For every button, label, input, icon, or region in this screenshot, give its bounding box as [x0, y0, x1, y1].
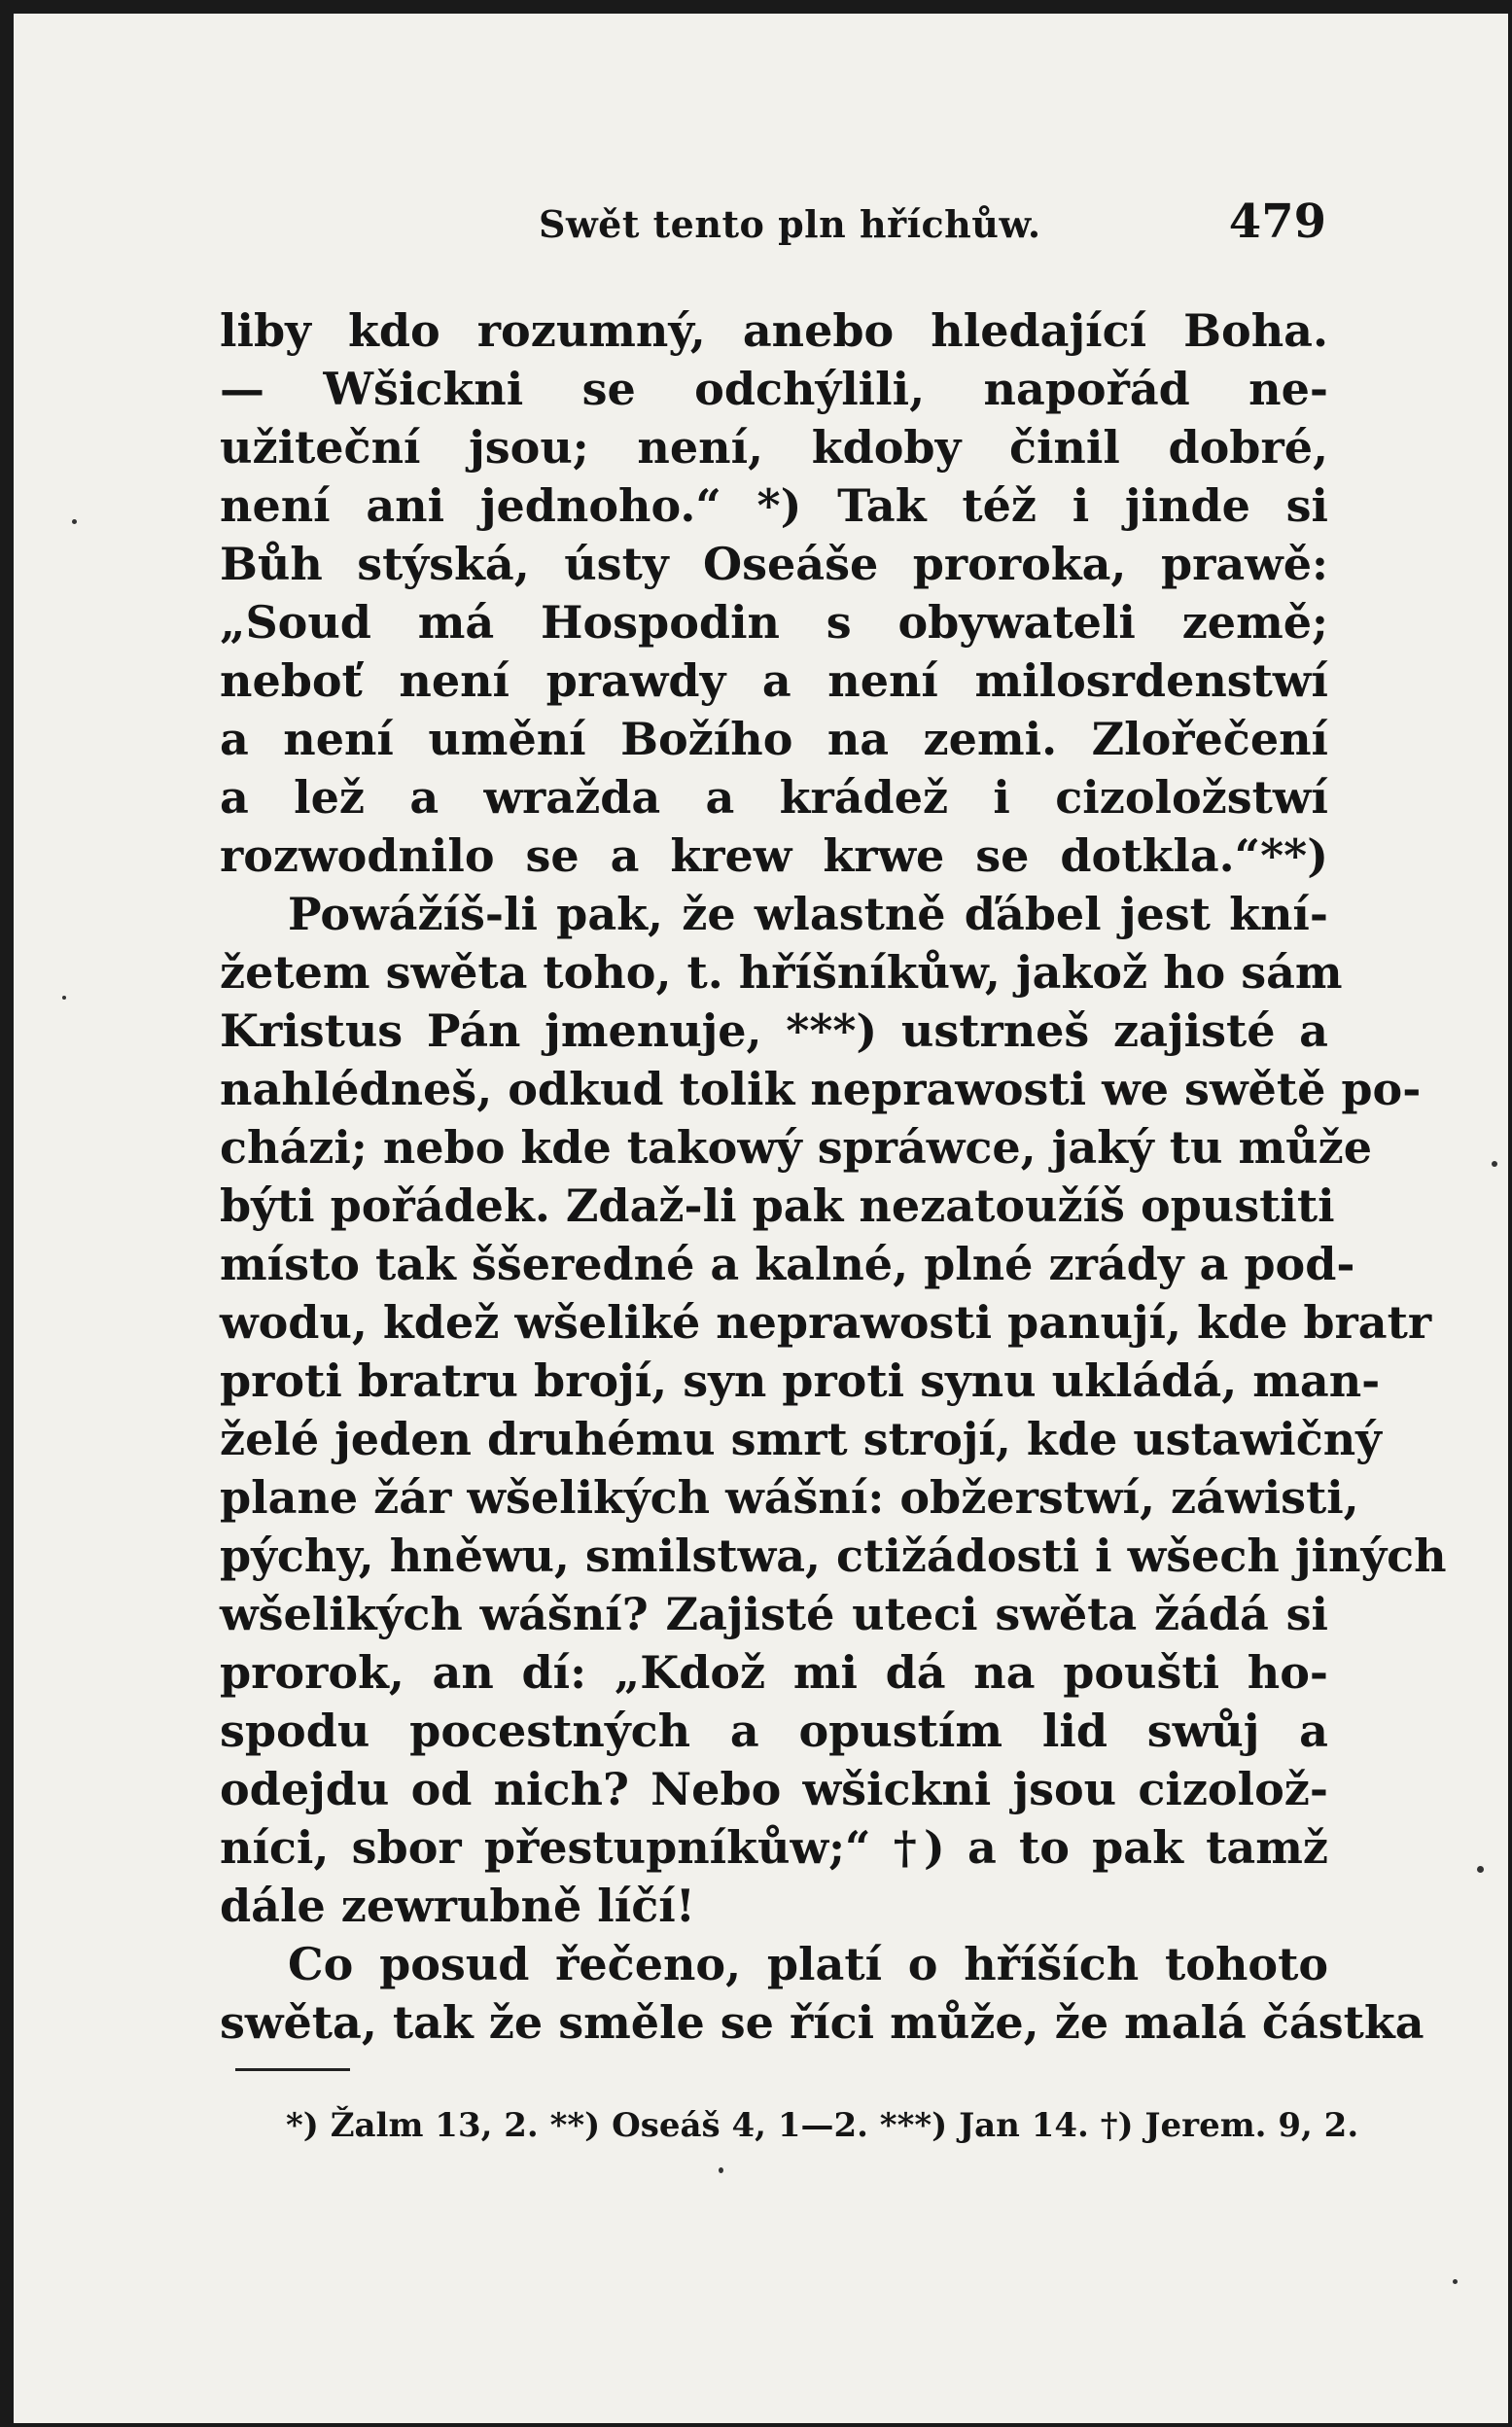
text-line: plane žár wšelikých wášní: obžerstwí, záwisti,	[220, 1471, 1359, 1524]
text-line: prorok, an dí: „Kdož mi dá na poušti ho-	[220, 1646, 1328, 1699]
page-header	[218, 194, 1326, 263]
text-line: Powážíš-li pak, že wlastně ďábel jest kní-	[288, 888, 1328, 940]
paper-speck	[719, 2167, 723, 2173]
text-line: wšelikých wášní? Zajisté uteci swěta žádá si	[220, 1588, 1328, 1640]
text-line: „Soud má Hospodin s obywateli země;	[220, 596, 1328, 649]
text-line: Kristus Pán jmenuje, ***) ustrneš zajisté a	[220, 1004, 1328, 1057]
text-line: odejdu od nich? Nebo wšickni jsou cizolož-	[220, 1763, 1328, 1815]
footnotes: *) Žalm 13, 2. **) Oseáš 4, 1—2. ***) Jan 14. †) Jerem. 9, 2.	[286, 2106, 1359, 2145]
paper-speck	[72, 519, 77, 524]
paper-speck	[1492, 1161, 1497, 1167]
text-line: dále zewrubně líčí!	[220, 1880, 695, 1932]
text-line: Bůh stýská, ústy Oseáše proroka, prawě:	[220, 538, 1328, 590]
text-line: — Wšickni se odchýlili, napořád ne-	[220, 363, 1328, 415]
text-line: místo tak ššeredné a kalné, plné zrády a pod-	[220, 1238, 1355, 1290]
paper-speck	[62, 996, 66, 1000]
text-line: pýchy, hněwu, smilstwa, ctižádosti i wšech jiných	[220, 1530, 1447, 1582]
text-line: swěta, tak že směle se říci může, že malá částka	[220, 1996, 1424, 2049]
footnote-rule	[235, 2068, 350, 2071]
page-number: 479	[1228, 194, 1326, 249]
text-line: nahlédneš, odkud tolik neprawosti we swětě po-	[220, 1063, 1422, 1115]
text-line: a není umění Božího na zemi. Zlořečení	[220, 713, 1328, 765]
paper-speck	[1453, 2279, 1458, 2284]
text-line: želé jeden druhému smrt strojí, kde ustawičný	[220, 1413, 1382, 1465]
text-line: není ani jednoho.“ *) Tak též i jinde si	[220, 479, 1328, 532]
text-line: níci, sbor přestupníkůw;“ †) a to pak tamž	[220, 1821, 1328, 1874]
text-line: rozwodnilo se a krew krwe se dotkla.“**)	[220, 829, 1328, 882]
text-line: a lež a wražda a krádež i cizoložstwí	[220, 771, 1328, 824]
running-title: Swět tento pln hříchůw.	[539, 202, 1041, 246]
text-line: býti pořádek. Zdaž-li pak nezatoužíš opustiti	[220, 1179, 1335, 1232]
text-line: proti bratru brojí, syn proti synu ukládá, man-	[220, 1354, 1381, 1407]
text-line: užiteční jsou; není, kdoby činil dobré,	[220, 421, 1328, 474]
text-line: wodu, kdež wšeliké neprawosti panují, kde bratr	[220, 1296, 1432, 1349]
text-line: cházi; nebo kde takowý spráwce, jaký tu může	[220, 1121, 1372, 1174]
text-line: neboť není prawdy a není milosrdenstwí	[220, 654, 1328, 707]
text-line: Co posud řečeno, platí o hříších tohoto	[288, 1938, 1328, 1990]
body-text	[220, 301, 1447, 2052]
text-line: žetem swěta toho, t. hříšníkůw, jakož ho sám	[220, 946, 1343, 999]
text-line: liby kdo rozumný, anebo hledající Boha.	[220, 304, 1328, 357]
text-line: spodu pocestných a opustím lid swůj a	[220, 1705, 1328, 1757]
paper-speck	[1477, 1866, 1484, 1873]
